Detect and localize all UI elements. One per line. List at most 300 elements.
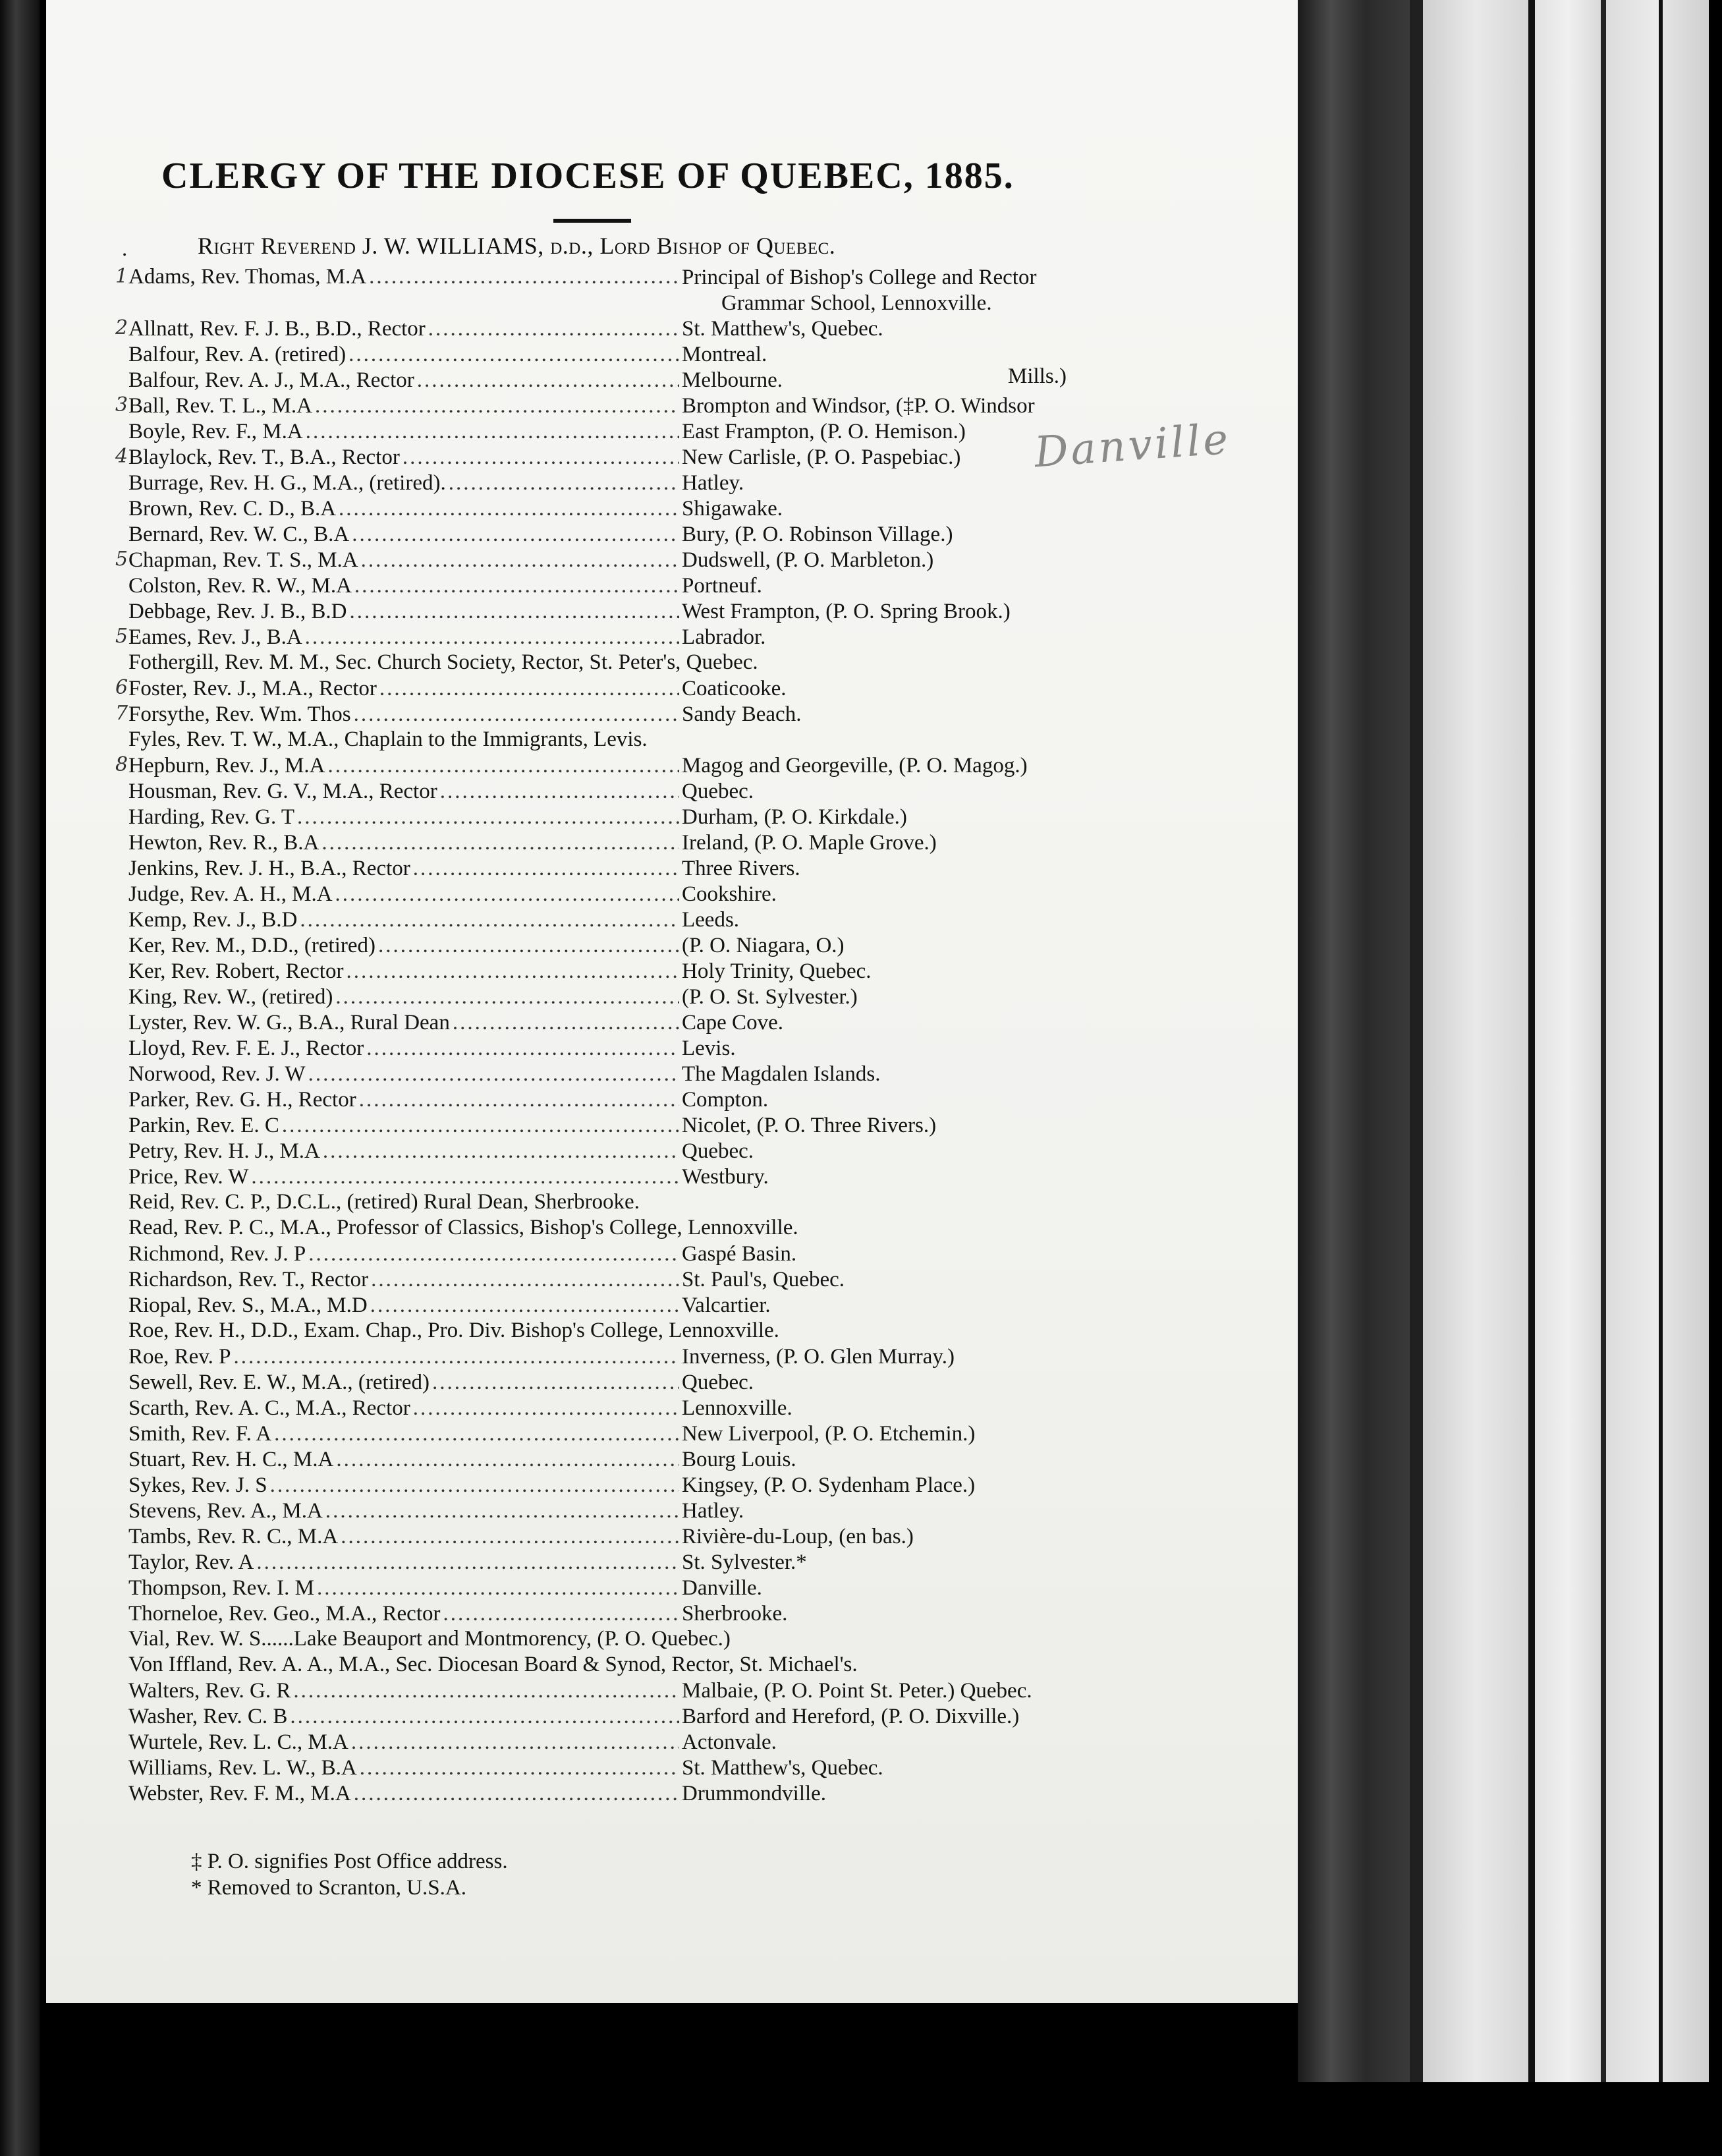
entry-place-line: Melbourne. (682, 368, 783, 392)
left-page-strip (0, 0, 40, 2156)
entry-place-line: Portneuf. (682, 574, 762, 598)
entry-margin-number: 5 (115, 625, 128, 648)
clergy-entry (128, 856, 1156, 882)
entry-name: Harding, Rev. G. T (128, 805, 295, 829)
entry-name: Bernard, Rev. W. C., B.A (128, 523, 350, 546)
book-edge-pages (1663, 0, 1709, 2082)
entry-place (682, 1396, 1156, 1421)
book-edge-line (1601, 0, 1606, 2082)
entry-name: Ker, Rev. M., D.D., (retired) (128, 934, 376, 957)
dot-leader (413, 857, 679, 881)
clergy-list (115, 265, 1156, 1807)
clergy-entry (128, 650, 1156, 676)
entry-place (682, 625, 1156, 650)
entry-place-line: The Magdalen Islands. (682, 1062, 881, 1086)
entry-name: Lloyd, Rev. F. E. J., Rector (128, 1036, 364, 1060)
dot-leader (413, 1396, 679, 1421)
clergy-entry (128, 1550, 1156, 1575)
entry-name: King, Rev. W., (retired) (128, 985, 333, 1009)
dot-leader (354, 1782, 679, 1806)
dot-leader (453, 1011, 679, 1035)
clergy-entry (128, 1267, 1156, 1293)
entry-name: Richmond, Rev. J. P (128, 1242, 306, 1266)
clergy-entry (128, 419, 1156, 445)
entry-place (682, 1447, 1156, 1473)
clergy-entry (128, 805, 1156, 830)
clergy-entry (128, 1755, 1156, 1781)
entry-name: Hewton, Rev. R., B.A (128, 831, 319, 855)
dot-leader (308, 1242, 679, 1266)
entry-place-line: Levis. (682, 1036, 736, 1060)
entry-name: Boyle, Rev. F., M.A (128, 420, 303, 443)
clergy-entry (128, 1575, 1156, 1601)
clergy-entry (128, 1653, 1156, 1678)
entry-name: Scarth, Rev. A. C., M.A., Rector (128, 1396, 410, 1420)
dot-leader (270, 1473, 679, 1498)
entry-margin-number: 2 (115, 316, 128, 339)
clergy-entry (128, 1010, 1156, 1036)
clergy-entry (128, 1473, 1156, 1498)
entry-name: Wurtele, Rev. L. C., M.A (128, 1730, 348, 1754)
entry-place (682, 1524, 1156, 1550)
clergy-entry (128, 1113, 1156, 1139)
entry-name: Price, Rev. W (128, 1165, 249, 1189)
entry-name: Fothergill, Rev. M. M., Sec. Church Society, Rector, St. Peter's, Quebec. (128, 650, 758, 674)
entry-place-line: Compton. (682, 1088, 769, 1112)
entry-place (682, 496, 1156, 522)
dot-leader (300, 908, 679, 932)
book-edge-pages (1535, 0, 1601, 2082)
entry-place (682, 1036, 1156, 1062)
entry-name: Norwood, Rev. J. W (128, 1062, 306, 1086)
dot-leader (443, 1602, 680, 1626)
page-title: CLERGY OF THE DIOCESE OF QUEBEC, 1885. (161, 156, 1014, 196)
dot-leader (432, 1371, 679, 1395)
clergy-entry (128, 1421, 1156, 1447)
entry-margin-number: 1 (115, 265, 128, 288)
dot-leader (305, 625, 679, 650)
clergy-entry (128, 470, 1156, 496)
dot-leader (335, 985, 679, 1009)
entry-place (682, 1370, 1156, 1396)
dot-leader (440, 780, 679, 804)
clergy-entry (115, 445, 1156, 470)
entry-place (682, 522, 1156, 548)
entry-name: Washer, Rev. C. B (128, 1705, 288, 1728)
clergy-entry (128, 1216, 1156, 1241)
clergy-entry (128, 1062, 1156, 1087)
entry-name: Ker, Rev. Robert, Rector (128, 959, 344, 983)
entry-place (682, 368, 1156, 393)
entry-place-line: Drummondville. (682, 1782, 827, 1805)
entry-place-continuation: Grammar School, Lennoxville. (721, 291, 992, 315)
entry-place (682, 676, 1156, 702)
dot-leader (360, 1756, 679, 1780)
entry-place-line: Montreal. (682, 343, 767, 366)
entry-place-line: St. Sylvester.* (682, 1550, 807, 1574)
entry-place-line: Gaspé Basin. (682, 1242, 797, 1266)
entry-name: Richardson, Rev. T., Rector (128, 1268, 369, 1291)
entry-name: Debbage, Rev. J. B., B.D (128, 600, 347, 623)
entry-name: Ball, Rev. T. L., M.A (128, 394, 312, 418)
entry-place-line: Bourg Louis. (682, 1448, 796, 1471)
dot-leader (321, 831, 679, 855)
entry-place-line: Shigawake. (682, 497, 783, 521)
dot-leader (274, 1422, 679, 1446)
entry-place (682, 599, 1156, 625)
entry-name: Fyles, Rev. T. W., M.A., Chaplain to the Immigrants, Levis. (128, 727, 648, 751)
clergy-entry (128, 1036, 1156, 1062)
entry-place-line: East Frampton, (P. O. Hemison.) (682, 420, 966, 443)
clergy-entry (128, 1087, 1156, 1113)
clergy-entry (128, 959, 1156, 984)
clergy-entry (128, 1601, 1156, 1627)
clergy-entry (128, 1730, 1156, 1755)
clergy-entry (128, 1293, 1156, 1319)
dot-leader (297, 805, 679, 830)
entry-place-line: Three Rivers. (682, 857, 800, 880)
entry-place-line: Principal of Bishop's College and Rector (682, 266, 1037, 289)
dot-leader (351, 1730, 679, 1755)
clergy-entry (115, 265, 1156, 316)
entry-place-line: (P. O. St. Sylvester.) (682, 985, 858, 1009)
entry-place-line: Quebec. (682, 1139, 754, 1163)
entry-place-line: Danville. (682, 1576, 762, 1600)
entry-place (682, 1601, 1156, 1627)
dot-leader (290, 1705, 679, 1729)
dot-leader (339, 497, 679, 521)
entry-place (682, 805, 1156, 830)
entry-name: Taylor, Rev. A (128, 1550, 254, 1574)
clergy-entry (128, 1447, 1156, 1473)
dot-leader (293, 1679, 679, 1703)
dot-leader (346, 959, 679, 984)
dot-leader (325, 1499, 679, 1523)
entry-name: Roe, Rev. P (128, 1345, 231, 1369)
entry-place (682, 316, 1156, 342)
entry-name: Lyster, Rev. W. G., B.A., Rural Dean (128, 1011, 450, 1035)
clergy-entry (128, 599, 1156, 625)
entry-place-line: St. Matthew's, Quebec. (682, 317, 883, 341)
entry-place (682, 1473, 1156, 1498)
dot-leader (315, 394, 679, 418)
clergy-entry (128, 1190, 1156, 1216)
entry-margin-number: 6 (115, 676, 128, 699)
entry-name: Thompson, Rev. I. M (128, 1576, 315, 1600)
footnote-post-office: ‡ P. O. signifies Post Office address. (191, 1850, 508, 1873)
entry-place-line: Bury, (P. O. Robinson Village.) (682, 523, 953, 546)
entry-place (682, 856, 1156, 882)
entry-name: Roe, Rev. H., D.D., Exam. Chap., Pro. Div. Bishop's College, Lennoxville. (128, 1319, 779, 1342)
entry-place (682, 1730, 1156, 1755)
entry-place-line: Sandy Beach. (682, 702, 802, 726)
entry-place-line: New Liverpool, (P. O. Etchemin.) (682, 1422, 976, 1446)
entry-place-line: Leeds. (682, 908, 740, 932)
clergy-entry (128, 907, 1156, 933)
entry-name: Burrage, Rev. H. G., M.A., (retired). (128, 471, 446, 495)
dot-leader (371, 1268, 679, 1292)
entry-place-line: Quebec. (682, 1371, 754, 1394)
entry-place-line: Actonvale. (682, 1730, 777, 1754)
entry-place-line: Rivière-du-Loup, (en bas.) (682, 1525, 914, 1548)
clergy-entry (128, 984, 1156, 1010)
entry-place (682, 984, 1156, 1010)
bishop-line: Right Reverend J. W. WILLIAMS, d.d., Lord Bishop of Quebec. (198, 233, 836, 259)
entry-place-line: Magog and Georgeville, (P. O. Magog.) (682, 754, 1028, 778)
entry-name: Chapman, Rev. T. S., M.A (128, 548, 358, 572)
dot-leader (403, 445, 679, 470)
clergy-entry (128, 573, 1156, 599)
entry-name: Sewell, Rev. E. W., M.A., (retired) (128, 1371, 430, 1394)
entry-place (682, 753, 1156, 779)
handwritten-annotation: Danville (1032, 414, 1233, 478)
entry-place (682, 1139, 1156, 1164)
clergy-entry (128, 1139, 1156, 1164)
book-edge-line (1528, 0, 1535, 2082)
entry-name: Eames, Rev. J., B.A (128, 625, 302, 649)
entry-place-line: Lennoxville. (682, 1396, 792, 1420)
entry-place-line: Inverness, (P. O. Glen Murray.) (682, 1345, 955, 1369)
entry-place-line: Hatley. (682, 1499, 744, 1523)
dot-leader (308, 1062, 679, 1087)
book-edge-pages (1423, 0, 1528, 2082)
entry-place (682, 1344, 1156, 1370)
dot-leader (323, 1139, 679, 1164)
dot-leader (341, 1525, 679, 1549)
entry-name: Hepburn, Rev. J., M.A (128, 754, 325, 778)
entry-name: Blaylock, Rev. T., B.A., Rector (128, 445, 400, 469)
dot-leader (251, 1165, 679, 1189)
dot-leader (348, 343, 679, 367)
entry-place (682, 702, 1156, 727)
clergy-entry (128, 933, 1156, 959)
dot-leader (354, 702, 679, 727)
entry-place-line: Ireland, (P. O. Maple Grove.) (682, 831, 937, 855)
entry-name: Balfour, Rev. A. J., M.A., Rector (128, 368, 414, 392)
dot-leader (361, 548, 679, 573)
entry-place (682, 1010, 1156, 1036)
entry-place (682, 1550, 1156, 1575)
entry-place-line: West Frampton, (P. O. Spring Brook.) (682, 600, 1011, 623)
entry-name: Parker, Rev. G. H., Rector (128, 1088, 356, 1112)
entry-place-line: Labrador. (682, 625, 766, 649)
dot-leader (328, 754, 680, 778)
book-edge-divider (1410, 0, 1423, 2082)
entry-place-line: Hatley. (682, 471, 744, 495)
dot-leader (306, 420, 679, 444)
entry-name: Reid, Rev. C. P., D.C.L., (retired) Rural Dean, Sherbrooke. (128, 1190, 640, 1214)
clergy-entry (128, 1319, 1156, 1344)
entry-place-line: Brompton and Windsor, (‡P. O. Windsor (682, 394, 1035, 418)
clergy-entry (128, 1370, 1156, 1396)
entry-name: Williams, Rev. L. W., B.A (128, 1756, 357, 1780)
entry-place-line: Cape Cove. (682, 1011, 783, 1035)
clergy-entry (128, 496, 1156, 522)
entry-place (682, 1678, 1156, 1704)
dot-leader (336, 1448, 679, 1472)
book-edge-pages (1606, 0, 1659, 2082)
entry-margin-number: 5 (115, 548, 128, 571)
dot-leader (256, 1550, 679, 1575)
dot-leader (379, 677, 679, 701)
entry-place (682, 1755, 1156, 1781)
dot-leader (449, 471, 679, 496)
clergy-entry (115, 625, 1156, 650)
clergy-entry (128, 727, 1156, 753)
entry-place (682, 1241, 1156, 1267)
entry-place-line: Cookshire. (682, 882, 777, 906)
entry-name: Allnatt, Rev. F. J. B., B.D., Rector (128, 317, 426, 341)
clergy-entry (128, 882, 1156, 907)
entry-place-line: Barford and Hereford, (P. O. Dixville.) (682, 1705, 1020, 1728)
mills-note: Mills.) (1008, 364, 1067, 388)
entry-name: Adams, Rev. Thomas, M.A (128, 265, 367, 289)
footnote-removed: * Removed to Scranton, U.S.A. (191, 1876, 466, 1900)
dot-leader (282, 1114, 679, 1138)
entry-name: Balfour, Rev. A. (retired) (128, 343, 347, 366)
entry-margin-number: 4 (115, 445, 128, 468)
entry-place (682, 907, 1156, 933)
clergy-entry (115, 702, 1156, 727)
entry-place (682, 779, 1156, 805)
dot-leader (417, 368, 679, 393)
entry-place-line: Malbaie, (P. O. Point St. Peter.) Quebec. (682, 1679, 1032, 1703)
entry-place-line: St. Matthew's, Quebec. (682, 1756, 883, 1780)
clergy-entry (128, 342, 1156, 368)
clergy-entry (128, 1524, 1156, 1550)
entry-place (682, 1421, 1156, 1447)
clergy-entry (128, 1627, 1156, 1653)
dot-leader (369, 265, 679, 289)
entry-place (682, 393, 1156, 419)
clergy-entry (128, 1781, 1156, 1807)
entry-margin-number: 3 (115, 393, 128, 416)
entry-place-line: Dudswell, (P. O. Marbleton.) (682, 548, 934, 572)
entry-place (682, 1498, 1156, 1524)
entry-place-line: St. Paul's, Quebec. (682, 1268, 845, 1291)
clergy-entry (128, 368, 1156, 393)
entry-place (682, 882, 1156, 907)
entry-name: Foster, Rev. J., M.A., Rector (128, 677, 377, 700)
entry-name: Vial, Rev. W. S......Lake Beauport and Montmorency, (P. O. Quebec.) (128, 1627, 731, 1651)
entry-place (682, 1267, 1156, 1293)
clergy-entry (128, 522, 1156, 548)
clergy-entry (115, 676, 1156, 702)
entry-place (682, 573, 1156, 599)
entry-name: Judge, Rev. A. H., M.A (128, 882, 333, 906)
entry-place-line: Valcartier. (682, 1293, 771, 1317)
entry-name: Tambs, Rev. R. C., M.A (128, 1525, 339, 1548)
entry-place-line: New Carlisle, (P. O. Paspebiac.) (682, 445, 961, 469)
book-edge-dark (1298, 0, 1410, 2082)
entry-place-line: Durham, (P. O. Kirkdale.) (682, 805, 907, 829)
dot-leader (317, 1576, 679, 1601)
entry-name: Brown, Rev. C. D., B.A (128, 497, 337, 521)
entry-place (682, 830, 1156, 856)
entry-place (682, 1062, 1156, 1087)
entry-place (682, 1704, 1156, 1730)
entry-name: Riopal, Rev. S., M.A., M.D (128, 1293, 368, 1317)
entry-place-line: (P. O. Niagara, O.) (682, 934, 845, 957)
entry-place-line: Westbury. (682, 1165, 769, 1189)
entry-name: Petry, Rev. H. J., M.A (128, 1139, 320, 1163)
entry-place (682, 265, 1156, 316)
clergy-entry (115, 316, 1156, 342)
entry-name: Smith, Rev. F. A (128, 1422, 272, 1446)
entry-name: Thorneloe, Rev. Geo., M.A., Rector (128, 1602, 441, 1626)
entry-place-line: Sherbrooke. (682, 1602, 788, 1626)
entry-name: Webster, Rev. F. M., M.A (128, 1782, 351, 1805)
margin-mark: . (122, 237, 128, 261)
dot-leader (359, 1088, 679, 1112)
clergy-entry (128, 830, 1156, 856)
entry-name: Jenkins, Rev. J. H., B.A., Rector (128, 857, 410, 880)
clergy-entry (128, 1678, 1156, 1704)
dot-leader (354, 574, 679, 598)
clergy-entry (128, 1344, 1156, 1370)
entry-place (682, 959, 1156, 984)
entry-place (682, 1113, 1156, 1139)
clergy-entry (128, 1704, 1156, 1730)
clergy-entry (128, 1396, 1156, 1421)
entry-name: Stuart, Rev. H. C., M.A (128, 1448, 334, 1471)
entry-margin-number: 7 (115, 702, 128, 725)
entry-name: Parkin, Rev. E. C (128, 1114, 279, 1137)
entry-place-line: Nicolet, (P. O. Three Rivers.) (682, 1114, 937, 1137)
title-rule (553, 219, 631, 223)
entry-place (682, 1087, 1156, 1113)
entry-place (682, 1575, 1156, 1601)
clergy-entry (128, 779, 1156, 805)
dot-leader (378, 934, 679, 958)
clergy-entry (115, 753, 1156, 779)
entry-name: Walters, Rev. G. R (128, 1679, 291, 1703)
entry-place (682, 1781, 1156, 1807)
dot-leader (352, 523, 679, 547)
entry-place (682, 548, 1156, 573)
entry-place-line: Kingsey, (P. O. Sydenham Place.) (682, 1473, 976, 1497)
clergy-entry (128, 1498, 1156, 1524)
entry-name: Read, Rev. P. C., M.A., Professor of Classics, Bishop's College, Lennoxville. (128, 1216, 798, 1239)
entry-place-line: Coaticooke. (682, 677, 787, 700)
clergy-entry (115, 548, 1156, 573)
entry-name: Housman, Rev. G. V., M.A., Rector (128, 780, 437, 803)
entry-name: Kemp, Rev. J., B.D (128, 908, 298, 932)
entry-name: Forsythe, Rev. Wm. Thos (128, 702, 351, 726)
entry-place (682, 470, 1156, 496)
dot-leader (335, 882, 679, 907)
dot-leader (234, 1345, 679, 1369)
entry-margin-number: 8 (115, 753, 128, 776)
dot-leader (349, 600, 679, 624)
entry-name: Colston, Rev. R. W., M.A (128, 574, 352, 598)
dot-leader (366, 1036, 679, 1061)
dot-leader (370, 1293, 679, 1318)
entry-name: Sykes, Rev. J. S (128, 1473, 267, 1497)
clergy-entry (128, 1164, 1156, 1190)
dot-leader (428, 317, 679, 341)
entry-place (682, 342, 1156, 368)
entry-place-line: Holy Trinity, Quebec. (682, 959, 872, 983)
entry-place (682, 1164, 1156, 1190)
entry-name: Von Iffland, Rev. A. A., M.A., Sec. Diocesan Board & Synod, Rector, St. Michael's. (128, 1653, 858, 1676)
clergy-entry (128, 1241, 1156, 1267)
clergy-entry (115, 393, 1156, 419)
entry-place-line: Quebec. (682, 780, 754, 803)
entry-place (682, 1293, 1156, 1319)
footnotes (191, 1848, 508, 1901)
entry-place (682, 933, 1156, 959)
